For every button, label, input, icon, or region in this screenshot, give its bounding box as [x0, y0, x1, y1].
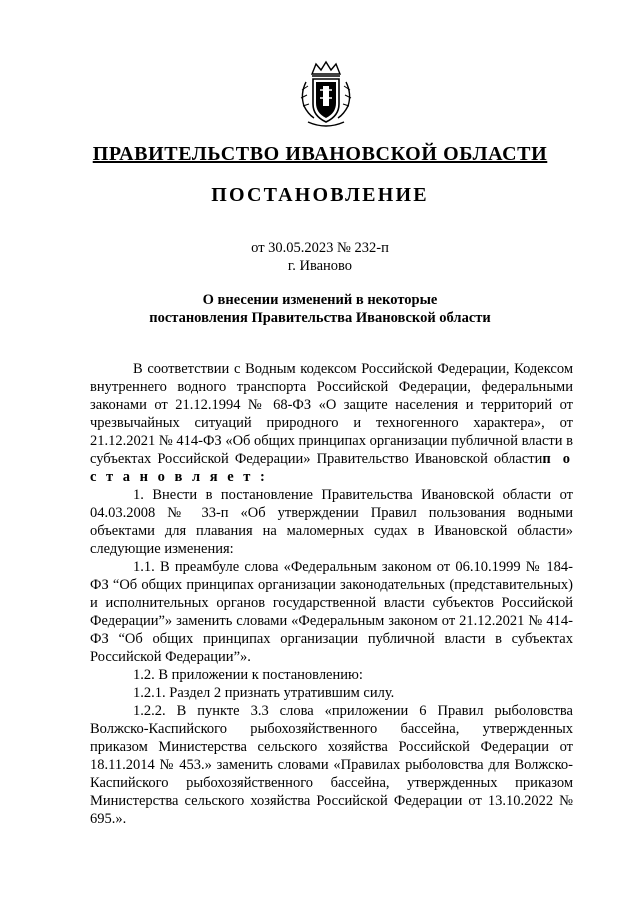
preamble-text: В соответствии с Водным кодексом Российской Федерации, Кодексом внутреннего водного транспорта Российской Федерации, федеральными законами от 21.12.1994 № 68-ФЗ «О защите населения и территорий от чрезвычайных ситуаций природного и техногенного характера», от 21.12.2021 № 414-ФЗ «Об общих принципах организации публичной власти в субъектах Российской Федерации» Правительство Ивановской области [90, 361, 573, 467]
city: г. Иваново [287, 258, 353, 274]
document-type: ПОСТАНОВЛЕНИЕ [211, 184, 429, 206]
item-1-2-1: 1.2.1. Раздел 2 признать утратившим силу. [133, 685, 395, 701]
date-number: от 30.05.2023 № 232-п [251, 240, 389, 256]
coat-of-arms-icon [296, 60, 356, 130]
document-title [0, 291, 640, 327]
item-1: 1. Внести в постановление Правительства Ивановской области от 04.03.2008 № 33-п «Об утверждении Правил пользования водными объектами для плавания на маломерных судах в Ивановской области» следующие изменения: [90, 487, 573, 557]
title-line-2: постановления Правительства Ивановской области [149, 310, 491, 326]
resolves-word: п о с т а н о в л я е т : [90, 451, 573, 485]
item-1-2: 1.2. В приложении к постановлению: [133, 667, 363, 683]
document-body [90, 360, 573, 828]
date-block [0, 239, 640, 275]
organization-name: ПРАВИТЕЛЬСТВО ИВАНОВСКОЙ ОБЛАСТИ [92, 143, 548, 165]
title-line-1: О внесении изменений в некоторые [202, 292, 438, 308]
preamble-paragraph [90, 360, 573, 486]
item-1-2-2: 1.2.2. В пункте 3.3 слова «приложении 6 Правил рыболовства Волжско-Каспийского рыбохозяйственного бассейна, утвержденных приказом Министерства сельского хозяйства Российской Федерации от 18.11.2014 № 453.» заменить словами «Правилах рыболовства для Волжско-Каспийского рыбохозяйственного бассейна, утвержденных приказом Министерства сельского хозяйства Российской Федерации от 13.10.2022 № 695.». [90, 703, 573, 827]
item-1-1: 1.1. В преамбуле слова «Федеральным законом от 06.10.1999 № 184-ФЗ “Об общих принципах организации законодательных (представительных) и исполнительных органов государственной власти субъектов Российской Федерации”» заменить словами «Федеральным законом от 21.12.2021 № 414-ФЗ “Об общих принципах организации публичной власти в субъектах Российской Федерации”». [90, 559, 573, 665]
